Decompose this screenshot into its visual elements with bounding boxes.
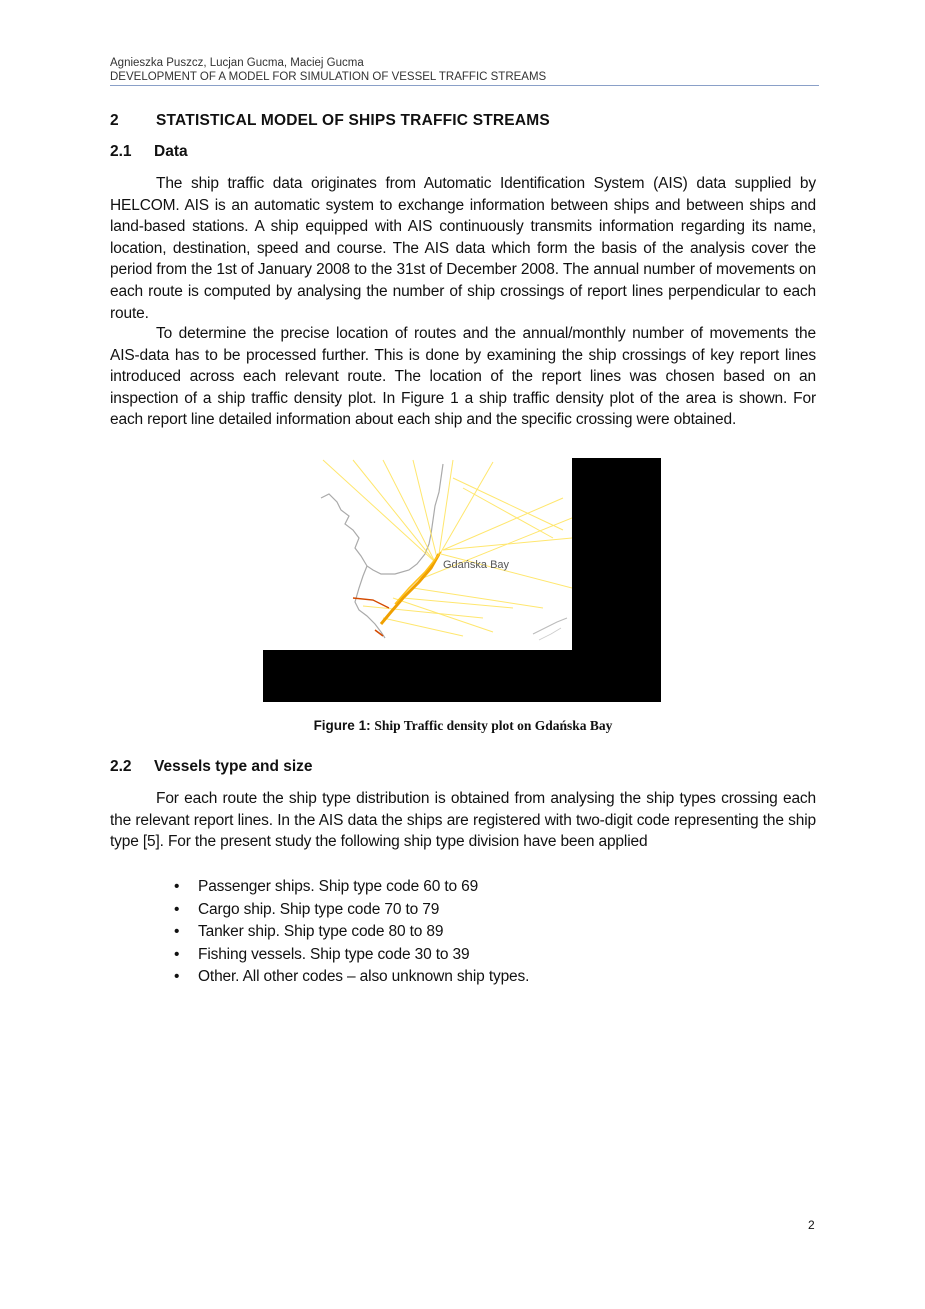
figure-caption — [110, 718, 816, 734]
coastline-south — [355, 566, 385, 638]
coastline-east — [533, 618, 567, 634]
paragraph-data-1: The ship traffic data originates from Automatic Identification System (AIS) data supplied by HELCOM. AIS is an automatic system to exchange information between ships and between ships and land-based stations. A ship equipped with AIS continuously transmits information regarding its name, location, destination, speed and course. The AIS data which form the basis of the analysis cover the period from the 1st of January 2008 to the 31st of December 2008. The annual number of movements on each route is computed by analysing the number of ship crossings of report lines perpendicular to each route. — [110, 175, 816, 322]
section-heading — [110, 112, 550, 130]
subsection-title: Vessels type and size — [154, 758, 313, 775]
subsection-heading-data — [110, 143, 188, 161]
header-title: DEVELOPMENT OF A MODEL FOR SIMULATION OF VESSEL TRAFFIC STREAMS — [110, 71, 547, 83]
caption-text: Ship Traffic density plot on Gdańska Bay — [374, 718, 613, 733]
list-item: • Other. All other codes – also unknown ship types. — [174, 966, 529, 989]
caption-label: Figure 1: — [313, 718, 371, 733]
coastline — [321, 464, 443, 574]
subsection-title: Data — [154, 143, 188, 160]
paragraph-vessels: For each route the ship type distribution is obtained from analysing the ship types crossing each the relevant report lines. In the AIS data the ships are registered with two-digit code representing the ship type [5]. For the present study the following ship type division have been applied — [110, 790, 816, 851]
list-item: • Fishing vessels. Ship type code 30 to 39 — [174, 944, 529, 967]
ship-type-list — [174, 876, 529, 989]
subsection-number: 2.1 — [110, 143, 132, 160]
page-number: 2 — [808, 1218, 815, 1232]
header-authors: Agnieszka Puszcz, Lucjan Gucma, Maciej Gucma — [110, 57, 364, 69]
traffic-density-map — [263, 458, 572, 650]
list-item: • Passenger ships. Ship type code 60 to 69 — [174, 876, 529, 899]
density-map-svg — [263, 458, 572, 650]
figure-density-plot — [263, 458, 661, 702]
paragraph-data-2: To determine the precise location of routes and the annual/monthly number of movements the AIS-data has to be processed further. This is done by examining the ship crossings of key report lines introduced across each relevant route. The location of the report lines was chosen based on an inspection of a ship traffic density plot. In Figure 1 a ship traffic density plot of the area is shown. For each report line detailed information about each ship and the specific crossing were obtained. — [110, 325, 816, 429]
subsection-heading-vessels — [110, 758, 313, 776]
subsection-number: 2.2 — [110, 758, 132, 775]
traffic-route-secondary — [395, 552, 441, 604]
section-title: STATISTICAL MODEL OF SHIPS TRAFFIC STREAMS — [156, 112, 550, 129]
list-item: • Tanker ship. Ship type code 80 to 89 — [174, 921, 529, 944]
traffic-lanes-light — [323, 460, 572, 636]
section-number: 2 — [110, 112, 119, 129]
map-label: Gdańska Bay — [443, 559, 510, 571]
running-header — [110, 56, 819, 86]
list-item: • Cargo ship. Ship type code 70 to 79 — [174, 899, 529, 922]
